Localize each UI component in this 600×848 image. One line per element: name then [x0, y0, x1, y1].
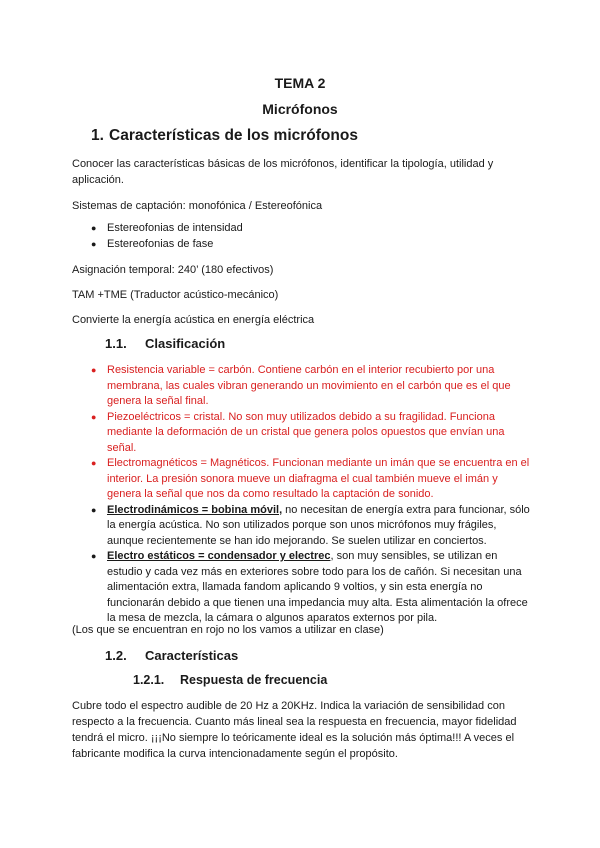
list-item: ● Estereofonias de fase: [107, 237, 532, 253]
list-item: ● Estereofonias de intensidad: [107, 221, 532, 237]
intro-paragraph: Conocer las características básicas de los micrófonos, identificar la tipología, utilidad y aplicación.: [72, 158, 494, 186]
list-item: ● Piezoeléctricos = cristal. No son muy utilizados debido a su fragilidad. Funciona mediante la deformación de un cristal que genera polos opuestos que envían una señal.: [91, 410, 505, 454]
section-1-2-heading: [105, 648, 238, 663]
bullet-icon: ●: [91, 458, 97, 468]
red-items-note: (Los que se encuentran en rojo no los vamos a utilizar en clase): [72, 624, 384, 636]
capture-list: [91, 221, 532, 252]
term: Electrodinámicos = bobina móvil,: [107, 503, 283, 516]
section-1-1-number: 1.1.: [105, 336, 127, 351]
list-item: ● Resistencia variable = carbón. Contiene carbón en el interior recubierto por una membrana, las cuales vibran generando un movimiento en el carbón que es el que genera la señal final.: [91, 364, 511, 407]
bullet-icon: ●: [91, 411, 97, 422]
bullet-icon: ●: [91, 238, 97, 249]
page-title: TEMA 2: [274, 75, 326, 91]
section-1-1-title: Clasificación: [145, 336, 226, 351]
classification-list: [91, 363, 532, 627]
section-1-number: 1.: [91, 127, 104, 144]
term: Electro estáticos = condensador y electrec: [107, 550, 331, 562]
section-1-heading: [91, 127, 358, 145]
time-assignment: Asignación temporal: 240’ (180 efectivos): [72, 264, 274, 276]
section-1-title: Características de los micrófonos: [109, 127, 358, 144]
section-1-2-1-heading: [133, 673, 327, 687]
capture-systems-line: Sistemas de captación: monofónica / Estereofónica: [72, 200, 323, 212]
list-item: ● Electrodinámicos = bobina móvil, no necesitan de energía extra para funcionar, sólo la energía acústica. No son utilizados porque son unos micrófonos muy frágiles, aunque recientemente se han ido mejorando. Se suelen utilizar en conciertos.: [91, 503, 530, 547]
bullet-icon: ●: [91, 551, 97, 561]
section-1-1-heading: [105, 336, 225, 351]
conversion-line: Convierte la energía acústica en energía eléctrica: [72, 314, 315, 326]
frequency-response-paragraph: Cubre todo el espectro audible de 20 Hz a 20KHz. Indica la variación de sensibilidad con respecto a la frecuencia. Cuanto más lineal sea la respuesta en frecuencia, mayor fidelidad tendrá el micro. ¡¡¡No siempre lo teóricamente ideal es la solución más óptima!!! A veces el fabricante modifica la curva intencionadamente según el propósito.: [72, 700, 517, 760]
bullet-icon: ●: [91, 365, 97, 375]
section-1-2-number: 1.2.: [105, 648, 127, 663]
page-subtitle: Micrófonos: [262, 101, 338, 117]
section-1-2-1-number: 1.2.1.: [133, 673, 165, 687]
tam-line: TAM +TME (Traductor acústico-mecánico): [72, 289, 279, 301]
bullet-icon: ●: [91, 223, 97, 233]
list-item: ● Electromagnéticos = Magnéticos. Funcionan mediante un imán que se encuentra en el interior. La presión sonora mueve un diafragma el cual también mueve el imán y genera la señal que nos da como resultado la captación de sonido.: [91, 457, 530, 500]
section-1-2-title: Características: [145, 648, 239, 663]
section-1-2-1-title: Respuesta de frecuencia: [180, 673, 328, 687]
bullet-icon: ●: [91, 504, 97, 515]
list-item: ● Electro estáticos = condensador y electrec, son muy sensibles, se utilizan en estudio y cada vez más en exteriores sobre todo para los de cañón. Si necesitan una alimentación extra, llamada fandom aplicando 9 voltios, y sin esta energía no funcionarán debido a que tienen una impedancia muy alta. Esta alimentación la ofrece la mesa de mezcla, la cámara o algunos aparatos externos por pila.: [91, 550, 528, 624]
